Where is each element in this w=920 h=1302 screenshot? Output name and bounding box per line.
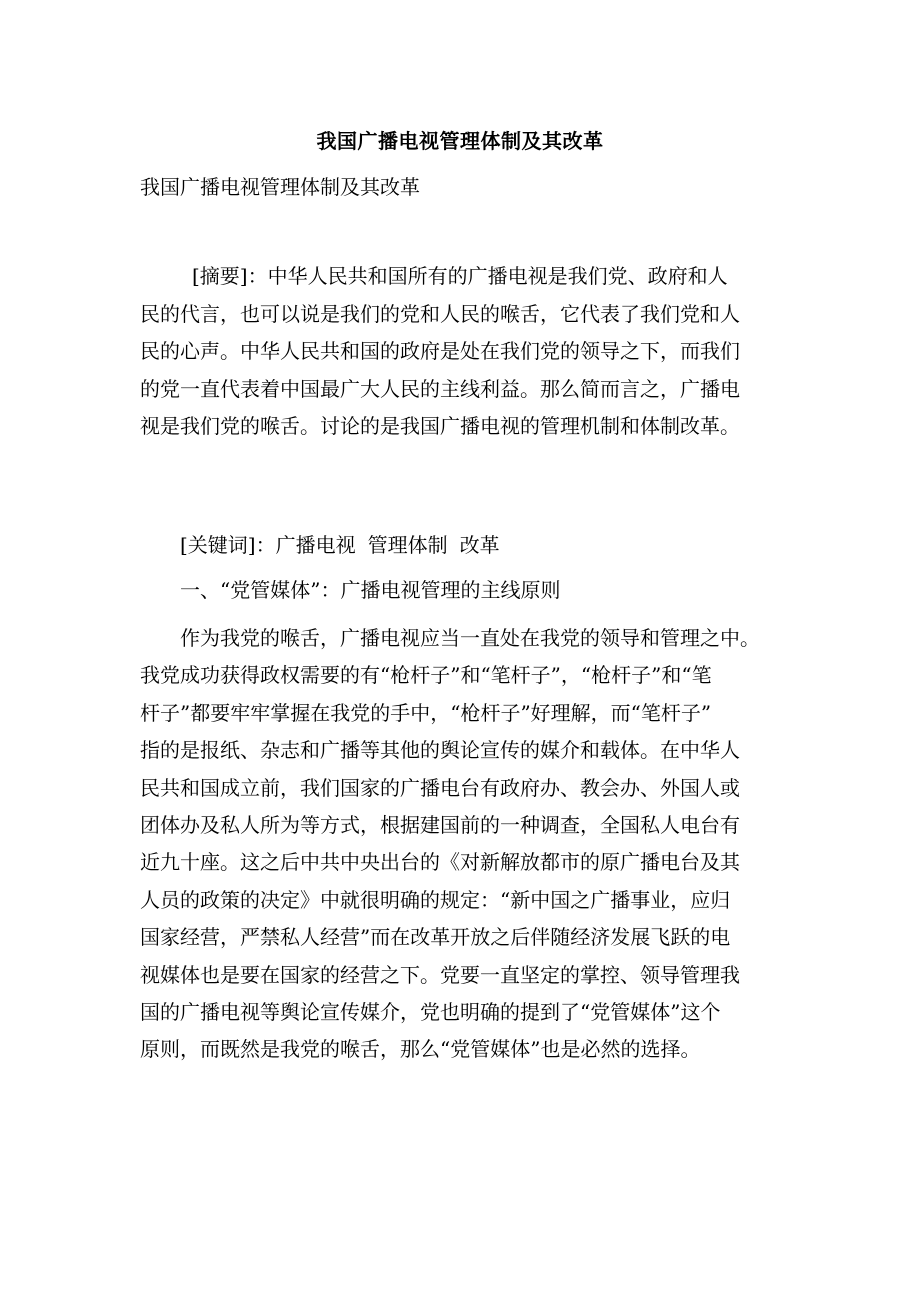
body-line: 团体办及私人所为等方式，根据建国前的一种调查，全国私人电台有 (140, 812, 740, 837)
abstract-line: 视是我们党的喉舌。讨论的是我国广播电视的管理机制和体制改革。 (140, 414, 740, 439)
body-line: 作为我党的喉舌，广播电视应当一直处在我党的领导和管理之中。 (180, 626, 760, 650)
abstract-line: 民的心声。中华人民共和国的政府是处在我们党的领导之下，而我们 (140, 339, 740, 364)
keyword: 广播电视 (275, 533, 356, 557)
body-line: 指的是报纸、杂志和广播等其他的舆论宣传的媒介和载体。在中华人 (140, 738, 740, 763)
abstract-line: [摘要]：中华人民共和国所有的广播电视是我们党、政府和人 (192, 264, 728, 288)
body-line: 国的广播电视等舆论宣传媒介，党也明确的提到了“党管媒体”这个 (140, 999, 721, 1024)
body-line: 杆子”都要牢牢掌握在我党的手中，“枪杆子”好理解，而“笔杆子” (140, 700, 712, 725)
keyword: 管理体制 (367, 533, 448, 557)
body-paragraph (140, 620, 788, 1069)
document-subtitle: 我国广播电视管理体制及其改革 (140, 175, 420, 199)
body-line: 国家经营，严禁私人经营”而在改革开放之后伴随经济发展飞跃的电 (140, 925, 731, 950)
abstract-paragraph (140, 258, 788, 446)
keyword: 改革 (459, 533, 500, 557)
abstract-line: 民的代言，也可以说是我们的党和人民的喉舌，它代表了我们党和人 (140, 301, 740, 326)
body-line: 民共和国成立前，我们国家的广播电台有政府办、教会办、外国人或 (140, 775, 740, 800)
body-line: 近九十座。这之后中共中央出台的《对新解放都市的原广播电台及其 (140, 850, 740, 875)
body-line: 原则，而既然是我党的喉舌，那么“党管媒体”也是必然的选择。 (140, 1037, 701, 1062)
body-line: 我党成功获得政权需要的有“枪杆子”和“笔杆子”，“枪杆子”和“笔 (140, 663, 712, 688)
body-line: 视媒体也是要在国家的经营之下。党要一直坚定的掌控、领导管理我 (140, 962, 740, 987)
document-title: 我国广播电视管理体制及其改革 (316, 129, 604, 153)
keywords-label: [关键词]： (180, 533, 276, 557)
section-heading: 一、“党管媒体”：广播电视管理的主线原则 (180, 578, 561, 602)
body-line: 人员的政策的决定》中就很明确的规定：“新中国之广播事业，应归 (140, 887, 731, 912)
abstract-line: 的党一直代表着中国最广大人民的主线利益。那么简而言之，广播电 (140, 376, 740, 401)
keywords-line (180, 530, 500, 560)
